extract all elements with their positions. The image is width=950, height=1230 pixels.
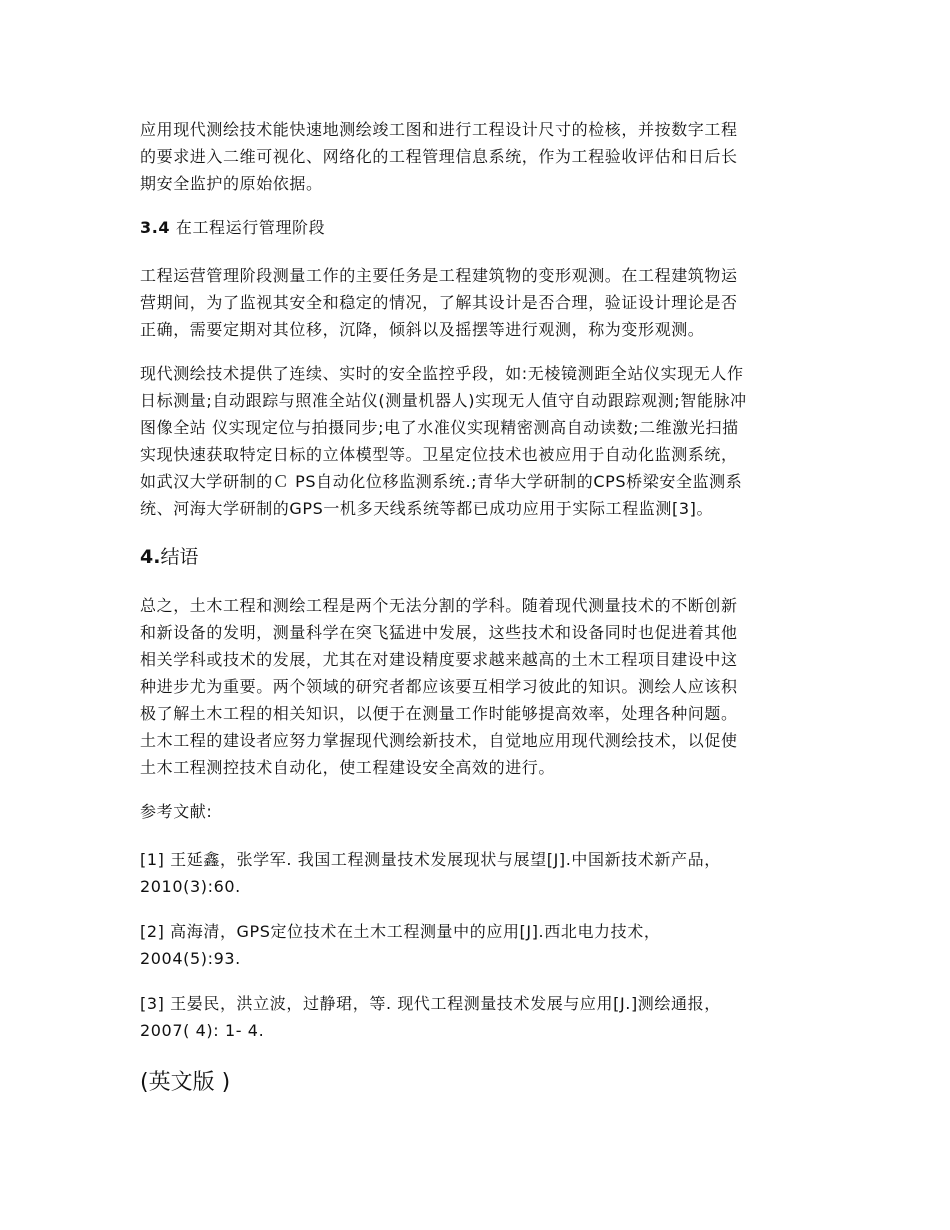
section-heading-4: [140, 543, 830, 571]
paragraph-line: 和新设备的发明，测量科学在突飞猛进中发展，这些技术和设备同时也促进着其他: [140, 623, 738, 642]
paragraph-line: 现代测绘技术提供了连续、实时的安全监控乎段，如:无棱镜测距全站仪实现无人作: [140, 364, 744, 383]
reference-line: 2007( 4): 1- 4.: [140, 1021, 265, 1040]
references-heading: 参考文献:: [140, 802, 213, 821]
paragraph-line: 土木工程测控技术自动化，使工程建设安全高效的进行。: [140, 758, 556, 777]
paragraph-line: 应用现代测绘技术能快速地测绘竣工图和进行工程设计尺寸的检核，并按数字工程: [140, 120, 738, 139]
section-number: 4.: [140, 546, 161, 568]
reference-line: [3] 王晏民，洪立波，过静珺，等. 现代工程测量技术发展与应用[J.]测绘通报，: [140, 994, 721, 1013]
paragraph-line: 种进步尤为重要。两个领域的研究者都应该要互相学习彼此的知识。测绘人应该积: [140, 677, 738, 696]
paragraph-line: 日标测量;自动跟踪与照准全站仪(测量机器人)实现无人值守自动跟踪观测;智能脉冲: [140, 391, 747, 410]
paragraph-survey-completion: [140, 116, 830, 197]
paragraph-deformation-observation: [140, 262, 830, 343]
section-title: 结语: [160, 546, 199, 568]
section-heading-3-4: [140, 214, 830, 241]
reference-line: [2] 高海清，GPS定位技术在土木工程测量中的应用[J].西北电力技术，: [140, 922, 661, 941]
paragraph-line: 工程运营管理阶段测量工作的主要任务是工程建筑物的变形观测。在工程建筑物运: [140, 266, 738, 285]
paragraph-line: 的要求进入二维可视化、网络化的工程管理信息系统，作为工程验收评估和日后长: [140, 147, 738, 166]
paragraph-line: 营期间，为了监视其安全和稳定的情况，了解其设计是否合理，验证设计理论是否: [140, 293, 738, 312]
section-title: 在工程运行管理阶段: [175, 218, 326, 237]
reference-line: 2010(3):60.: [140, 877, 241, 896]
reference-item: [140, 846, 830, 900]
paragraph-line: 土木工程的建设者应努力掌握现代测绘新技术，自觉地应用现代测绘技术，以促使: [140, 731, 738, 750]
paragraph-monitoring-methods: [140, 360, 830, 522]
paragraph-conclusion: [140, 592, 830, 781]
paragraph-line: 图像全站 仪实现定位与拍摄同步;电了水准仪实现精密测高自动读数;二维激光扫描: [140, 418, 739, 437]
paragraph-line: 实现快速获取特定日标的立体模型等。卫星定位技术也被应用于自动化监测系统，: [140, 445, 738, 464]
paragraph-line: 期安全监护的原始依据。: [140, 174, 323, 193]
reference-item: [140, 918, 830, 972]
paragraph-line: 总之，土木工程和测绘工程是两个无法分割的学科。随着现代测量技术的不断创新: [140, 596, 738, 615]
english-version-heading: (英文版 ): [140, 1070, 231, 1095]
paragraph-line: 如武汉大学研制的Ｃ PS自动化位移监测系统.;青华大学研制的CPS桥梁安全监测系: [140, 472, 743, 491]
paragraph-line: 相关学科或技术的发展，尤其在对建设精度要求越来越高的土木工程项目建设中这: [140, 650, 738, 669]
paragraph-line: 极了解土木工程的相关知识，以便于在测量工作时能够提高效率，处理各种问题。: [140, 704, 738, 723]
reference-item: [140, 990, 830, 1044]
paragraph-line: 正确，需要定期对其位移，沉降，倾斜以及摇摆等进行观测，称为变形观测。: [140, 320, 705, 339]
paragraph-line: 统、河海大学研制的GPS一机多天线系统等都已成功应用于实际工程监测[3]。: [140, 499, 714, 518]
reference-line: [1] 王延鑫，张学军. 我国工程测量技术发展现状与展望[J].中国新技术新产品，: [140, 850, 721, 869]
section-number: 3.4: [140, 218, 171, 237]
reference-line: 2004(5):93.: [140, 949, 241, 968]
